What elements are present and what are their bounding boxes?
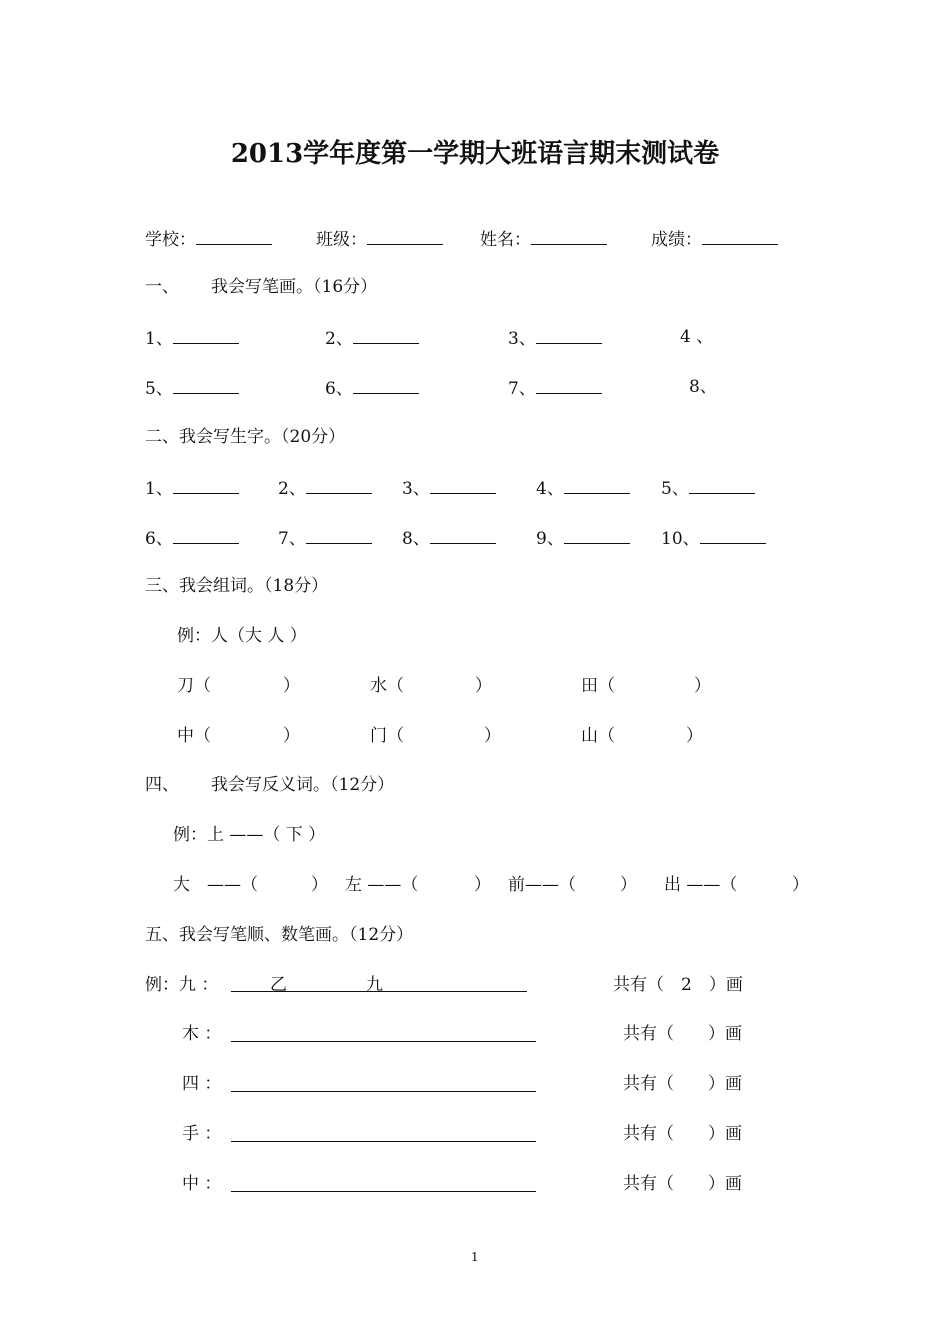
char-item-6 xyxy=(145,527,239,549)
answer-blank[interactable] xyxy=(173,327,239,344)
word-item-3: 田（ xyxy=(581,676,615,696)
answer-blank[interactable] xyxy=(173,377,239,394)
item-label: 5、 xyxy=(661,479,689,499)
char-item-9 xyxy=(536,527,630,549)
item-label: 3、 xyxy=(402,479,430,499)
item-label: 1、 xyxy=(145,329,173,349)
stroke-order-line[interactable] xyxy=(231,1041,536,1042)
answer-blank[interactable] xyxy=(353,377,419,394)
section2-heading: 二、我会写生字。（20分） xyxy=(145,427,346,447)
field-school-label: 学校： xyxy=(145,230,196,250)
field-score-blank[interactable] xyxy=(702,228,778,245)
stroke-item-8 xyxy=(689,377,717,397)
word-item-6-close: ） xyxy=(686,726,703,746)
word-item-5-close: ） xyxy=(484,726,501,746)
item-label: 5、 xyxy=(145,379,173,399)
item-label: 3、 xyxy=(508,329,536,349)
char-item-8 xyxy=(402,527,496,549)
item-label: 10、 xyxy=(661,529,700,549)
word-item-1-close: ） xyxy=(283,676,300,696)
answer-blank[interactable] xyxy=(173,527,239,544)
stroke-example-prefix: 例：九 ： xyxy=(145,975,219,995)
stroke-example-second: 九 xyxy=(366,975,383,995)
stroke-order-line[interactable] xyxy=(231,1191,536,1192)
antonym-item-3: 前——（ xyxy=(508,875,576,895)
section5-heading: 五、我会写笔顺、数笔画。（12分） xyxy=(145,925,414,945)
item-label: 2、 xyxy=(278,479,306,499)
field-score-label: 成绩： xyxy=(651,230,702,250)
answer-blank[interactable] xyxy=(564,477,630,494)
field-class-label: 班级： xyxy=(316,230,367,250)
word-item-1: 刀（ xyxy=(177,676,211,696)
field-class-blank[interactable] xyxy=(367,228,443,245)
word-item-2-close: ） xyxy=(475,676,492,696)
char-item-5 xyxy=(661,477,755,499)
stroke-char-3: 手 ： xyxy=(182,1124,222,1144)
answer-blank[interactable] xyxy=(173,477,239,494)
field-school xyxy=(145,228,272,250)
stroke-item-1 xyxy=(145,327,239,349)
word-item-2: 水（ xyxy=(370,676,404,696)
word-item-5: 门（ xyxy=(370,726,404,746)
word-item-4: 中（ xyxy=(177,726,211,746)
section4-heading: 四、 xyxy=(145,775,179,795)
field-school-blank[interactable] xyxy=(196,228,272,245)
char-item-10 xyxy=(661,527,766,549)
char-item-3 xyxy=(402,477,496,499)
answer-blank[interactable] xyxy=(564,527,630,544)
answer-blank[interactable] xyxy=(536,377,602,394)
stroke-count-1: 共有（ ）画 xyxy=(623,1024,742,1044)
item-label: 7、 xyxy=(508,379,536,399)
stroke-char-2: 四 ： xyxy=(182,1074,222,1094)
stroke-item-7 xyxy=(508,377,602,399)
antonym-item-2-close: ） xyxy=(474,875,491,895)
stroke-example-count: 共有（ 2 ）画 xyxy=(613,975,743,995)
item-label: 6、 xyxy=(325,379,353,399)
section1-title: 我会写笔画。（16分） xyxy=(211,277,378,297)
stroke-count-2: 共有（ ）画 xyxy=(623,1074,742,1094)
page-title: 2013学年度第一学期大班语言期末测试卷 xyxy=(230,139,720,169)
stroke-count-4: 共有（ ）画 xyxy=(623,1174,742,1194)
section1-heading: 一、 xyxy=(145,277,179,297)
stroke-order-line[interactable] xyxy=(231,1141,536,1142)
answer-blank[interactable] xyxy=(353,327,419,344)
stroke-example-line xyxy=(231,991,527,992)
answer-blank[interactable] xyxy=(430,527,496,544)
field-score xyxy=(651,228,778,250)
antonym-item-2: 左 ——（ xyxy=(345,875,419,895)
stroke-item-6 xyxy=(325,377,419,399)
answer-blank[interactable] xyxy=(689,477,755,494)
stroke-char-1: 木 ： xyxy=(182,1024,222,1044)
section4-example: 例：上 ——（ 下 ） xyxy=(173,825,326,845)
field-name-blank[interactable] xyxy=(531,228,607,245)
char-item-2 xyxy=(278,477,372,499)
char-item-7 xyxy=(278,527,372,549)
word-item-3-close: ） xyxy=(694,676,711,696)
stroke-item-5 xyxy=(145,377,239,399)
item-label: 4、 xyxy=(536,479,564,499)
stroke-item-2 xyxy=(325,327,419,349)
antonym-item-1: 大 ——（ xyxy=(173,875,258,895)
page-number: 1 xyxy=(471,1250,479,1264)
item-label: 6、 xyxy=(145,529,173,549)
antonym-item-4-close: ） xyxy=(792,875,809,895)
char-item-4 xyxy=(536,477,630,499)
item-label: 8、 xyxy=(402,529,430,549)
section3-example: 例：人（大 人 ） xyxy=(177,626,307,646)
field-name-label: 姓名： xyxy=(480,230,531,250)
item-label: 9、 xyxy=(536,529,564,549)
answer-blank[interactable] xyxy=(306,527,372,544)
stroke-order-line[interactable] xyxy=(231,1091,536,1092)
stroke-example-first: 乙 xyxy=(270,975,287,995)
stroke-item-3 xyxy=(508,327,602,349)
item-label: 8、 xyxy=(689,377,717,397)
antonym-item-1-close: ） xyxy=(311,875,328,895)
answer-blank[interactable] xyxy=(536,327,602,344)
section4-title: 我会写反义词。（12分） xyxy=(211,775,395,795)
answer-blank[interactable] xyxy=(306,477,372,494)
stroke-count-3: 共有（ ）画 xyxy=(623,1124,742,1144)
section3-heading: 三、我会组词。（18分） xyxy=(145,576,329,596)
char-item-1 xyxy=(145,477,239,499)
item-label: 7、 xyxy=(278,529,306,549)
stroke-item-4 xyxy=(680,327,713,347)
stroke-char-4: 中 ： xyxy=(182,1174,222,1194)
answer-blank[interactable] xyxy=(700,527,766,544)
antonym-item-3-close: ） xyxy=(620,875,637,895)
item-label: 4 、 xyxy=(680,327,714,347)
field-class xyxy=(316,228,443,250)
item-label: 1、 xyxy=(145,479,173,499)
antonym-item-4: 出 ——（ xyxy=(664,875,738,895)
field-name xyxy=(480,228,607,250)
item-label: 2、 xyxy=(325,329,353,349)
word-item-6: 山（ xyxy=(581,726,615,746)
answer-blank[interactable] xyxy=(430,477,496,494)
word-item-4-close: ） xyxy=(283,726,300,746)
